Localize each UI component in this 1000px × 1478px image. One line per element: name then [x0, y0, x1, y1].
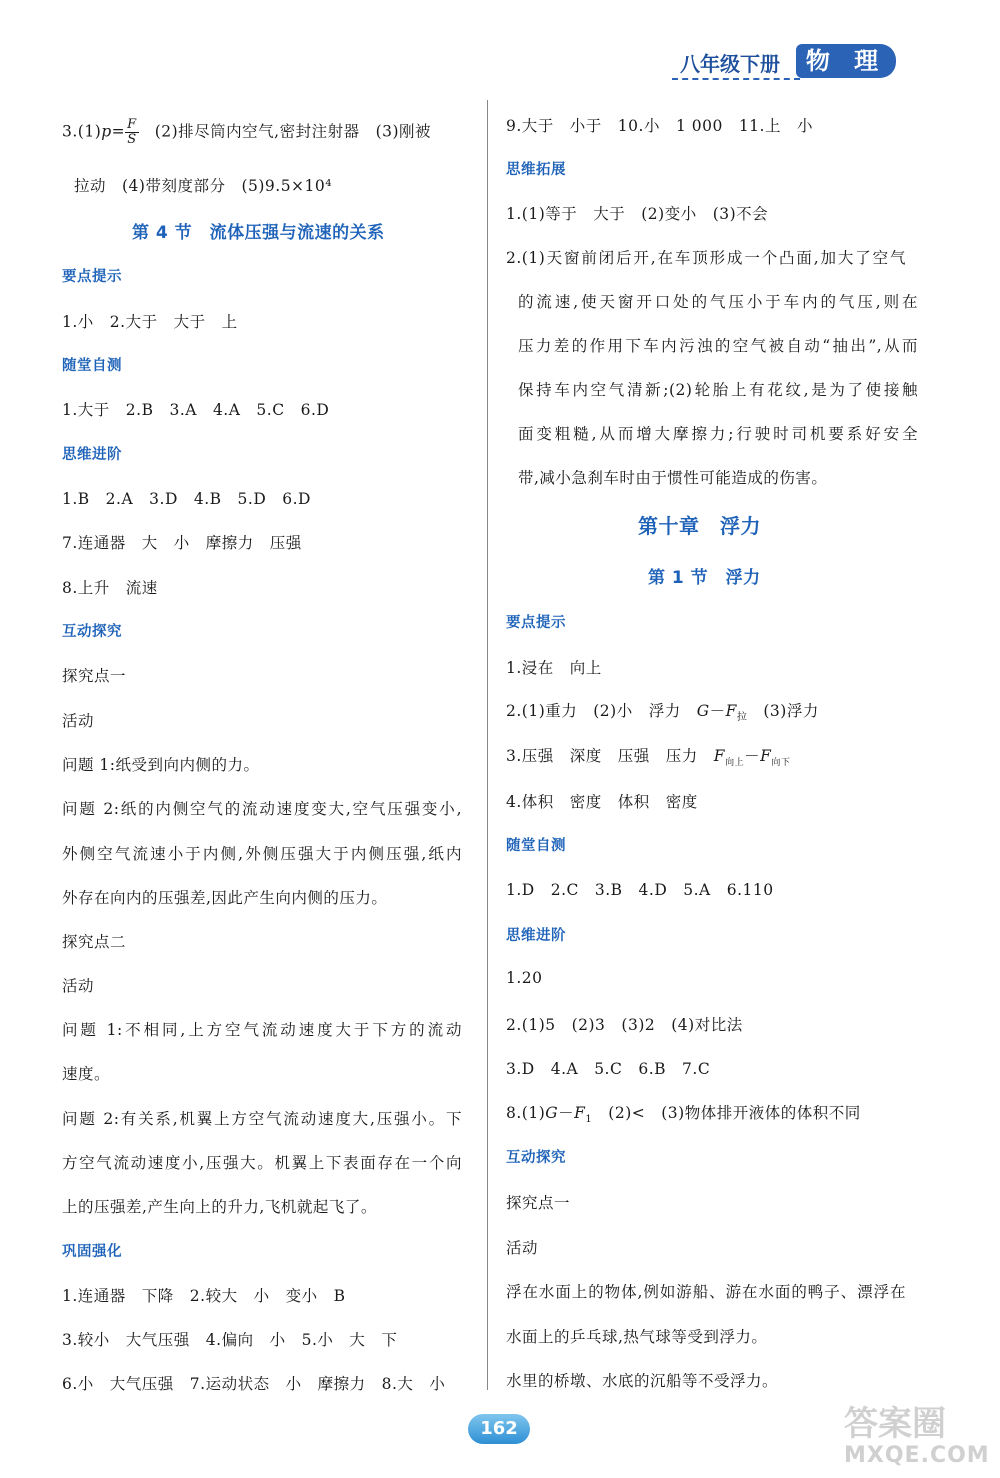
- answer-line: 7.连通器 大 小 摩擦力 压强: [62, 534, 302, 552]
- header-subject-badge: 物 理: [796, 44, 896, 78]
- text-line: 活动: [62, 712, 95, 730]
- answer-line: 1.(1)等于 大于 (2)变小 (3)不会: [506, 205, 769, 223]
- answer-line: 1.浸在 向上: [506, 659, 602, 677]
- text-line: 外存在向内的压强差,因此产生向内侧的压力。: [62, 889, 388, 907]
- text-line: 问题 1:纸受到向内侧的力。: [62, 756, 260, 774]
- subheading-suitang: 随堂自测: [62, 358, 122, 374]
- text-line: 浮在水面上的物体,例如游船、游在水面的鸭子、漂浮在: [506, 1283, 906, 1301]
- text-line: 探究点二: [62, 933, 127, 951]
- subheading-siwei: 思维进阶: [506, 928, 566, 944]
- answer-line: 1.20: [506, 969, 543, 987]
- text-line: 活动: [62, 977, 95, 995]
- watermark-logo: [844, 1405, 994, 1473]
- answer-line: $8.(1)G-F_1$ (2)< (3)物体排开液体的体积不同: [506, 1104, 861, 1126]
- subheading-yaodian: 要点提示: [62, 269, 122, 285]
- text-line: 上的压强差,产生向上的升力,飞机就起飞了。: [62, 1198, 377, 1216]
- subheading-gonggu: 巩固强化: [62, 1244, 122, 1260]
- header-dashed-line: [672, 78, 800, 80]
- text-line: 的流速,使天窗开口处的气压小于车内的气压,则在: [518, 293, 918, 311]
- chapter-title: 第十章 浮力: [638, 514, 761, 538]
- answer-line: 8.上升 流速: [62, 579, 158, 597]
- answer-line: 1.大于 2.B 3.A 4.A 5.C 6.D: [62, 401, 330, 419]
- text-line: 水面上的乒乓球,热气球等受到浮力。: [506, 1328, 768, 1346]
- subheading-hudong: 互动探究: [506, 1150, 566, 1166]
- answer-line: 3.D 4.A 5.C 6.B 7.C: [506, 1060, 711, 1078]
- text-line: 问题 2:纸的内侧空气的流动速度变大,空气压强变小,: [62, 800, 462, 818]
- column-divider: [487, 100, 488, 1390]
- text-line: 探究点一: [62, 667, 127, 685]
- answer-line: 1.小 2.大于 大于 上: [62, 313, 238, 331]
- text-line: 探究点一: [506, 1194, 571, 1212]
- subheading-hudong: 互动探究: [62, 624, 122, 640]
- page-number-badge: 162: [468, 1414, 530, 1444]
- answer-line: 1.B 2.A 3.D 4.B 5.D 6.D: [62, 490, 311, 508]
- fraction: $\frac{F}{S}$: [127, 117, 137, 147]
- answer-line: 2.(1)重力 (2)小 浮力 $G-F_拉$ (3)浮力: [506, 702, 819, 724]
- subheading-suitang: 随堂自测: [506, 838, 566, 854]
- text-line: 带,减小急刹车时由于惯性可能造成的伤害。: [518, 469, 828, 487]
- answer-line: 3.(1)p= $\frac{F}{S}$ (2)排尽筒内空气,密封注射器 (3)刚被: [62, 117, 432, 147]
- answer-line: 1.连通器 下降 2.较大 小 变小 B: [62, 1287, 346, 1305]
- answer-line: 3.压强 深度 压强 压力 $F_{向上}-F_{向下}$: [506, 747, 791, 769]
- watermark-bottom: MXQE.COM: [844, 1443, 990, 1468]
- subheading-siwei: 思维进阶: [62, 447, 122, 463]
- text-line: 压力差的作用下车内污浊的空气被自动“抽出”,从而: [518, 337, 918, 355]
- section-title: 第 4 节 流体压强与流速的关系: [132, 223, 385, 243]
- answer-line: 拉动 (4)带刻度部分 (5)9.5×10⁴: [74, 177, 332, 195]
- answer-line: 9.大于 小于 10.小 1 000 11.上 小: [506, 117, 813, 135]
- header-grade: 八年级下册: [680, 52, 780, 76]
- text-line: 速度。: [62, 1065, 111, 1083]
- subheading-yaodian: 要点提示: [506, 615, 566, 631]
- text-line: 外侧空气流速小于内侧,外侧压强大于内侧压强,纸内: [62, 845, 462, 863]
- section-title: 第 1 节 浮力: [648, 568, 761, 588]
- text-line: 活动: [506, 1239, 539, 1257]
- answer-line: 4.体积 密度 体积 密度: [506, 793, 698, 811]
- text-line: 保持车内空气清新;(2)轮胎上有花纹,是为了使接触: [518, 381, 918, 399]
- text-line: 面变粗糙,从而增大摩擦力;行驶时司机要系好安全: [518, 425, 918, 443]
- answer-line: 2.(1)5 (2)3 (3)2 (4)对比法: [506, 1016, 743, 1034]
- text-line: 问题 1:不相同,上方空气流动速度大于下方的流动: [62, 1021, 462, 1039]
- subheading-tuozhan: 思维拓展: [506, 162, 566, 178]
- text-line: 方空气流动速度小,压强大。机翼上下表面存在一个向: [62, 1154, 462, 1172]
- text-line: 2.(1)天窗前闭后开,在车顶形成一个凸面,加大了空气: [506, 249, 906, 267]
- answer-line: 6.小 大气压强 7.运动状态 小 摩擦力 8.大 小: [62, 1375, 446, 1393]
- text-line: 问题 2:有关系,机翼上方空气流动速度大,压强小。下: [62, 1110, 462, 1128]
- text-line: 水里的桥墩、水底的沉船等不受浮力。: [506, 1372, 779, 1390]
- answer-line: 3.较小 大气压强 4.偏向 小 5.小 大 下: [62, 1331, 398, 1349]
- watermark-top: 答案圈: [844, 1404, 946, 1444]
- answer-line: 1.D 2.C 3.B 4.D 5.A 6.110: [506, 881, 774, 899]
